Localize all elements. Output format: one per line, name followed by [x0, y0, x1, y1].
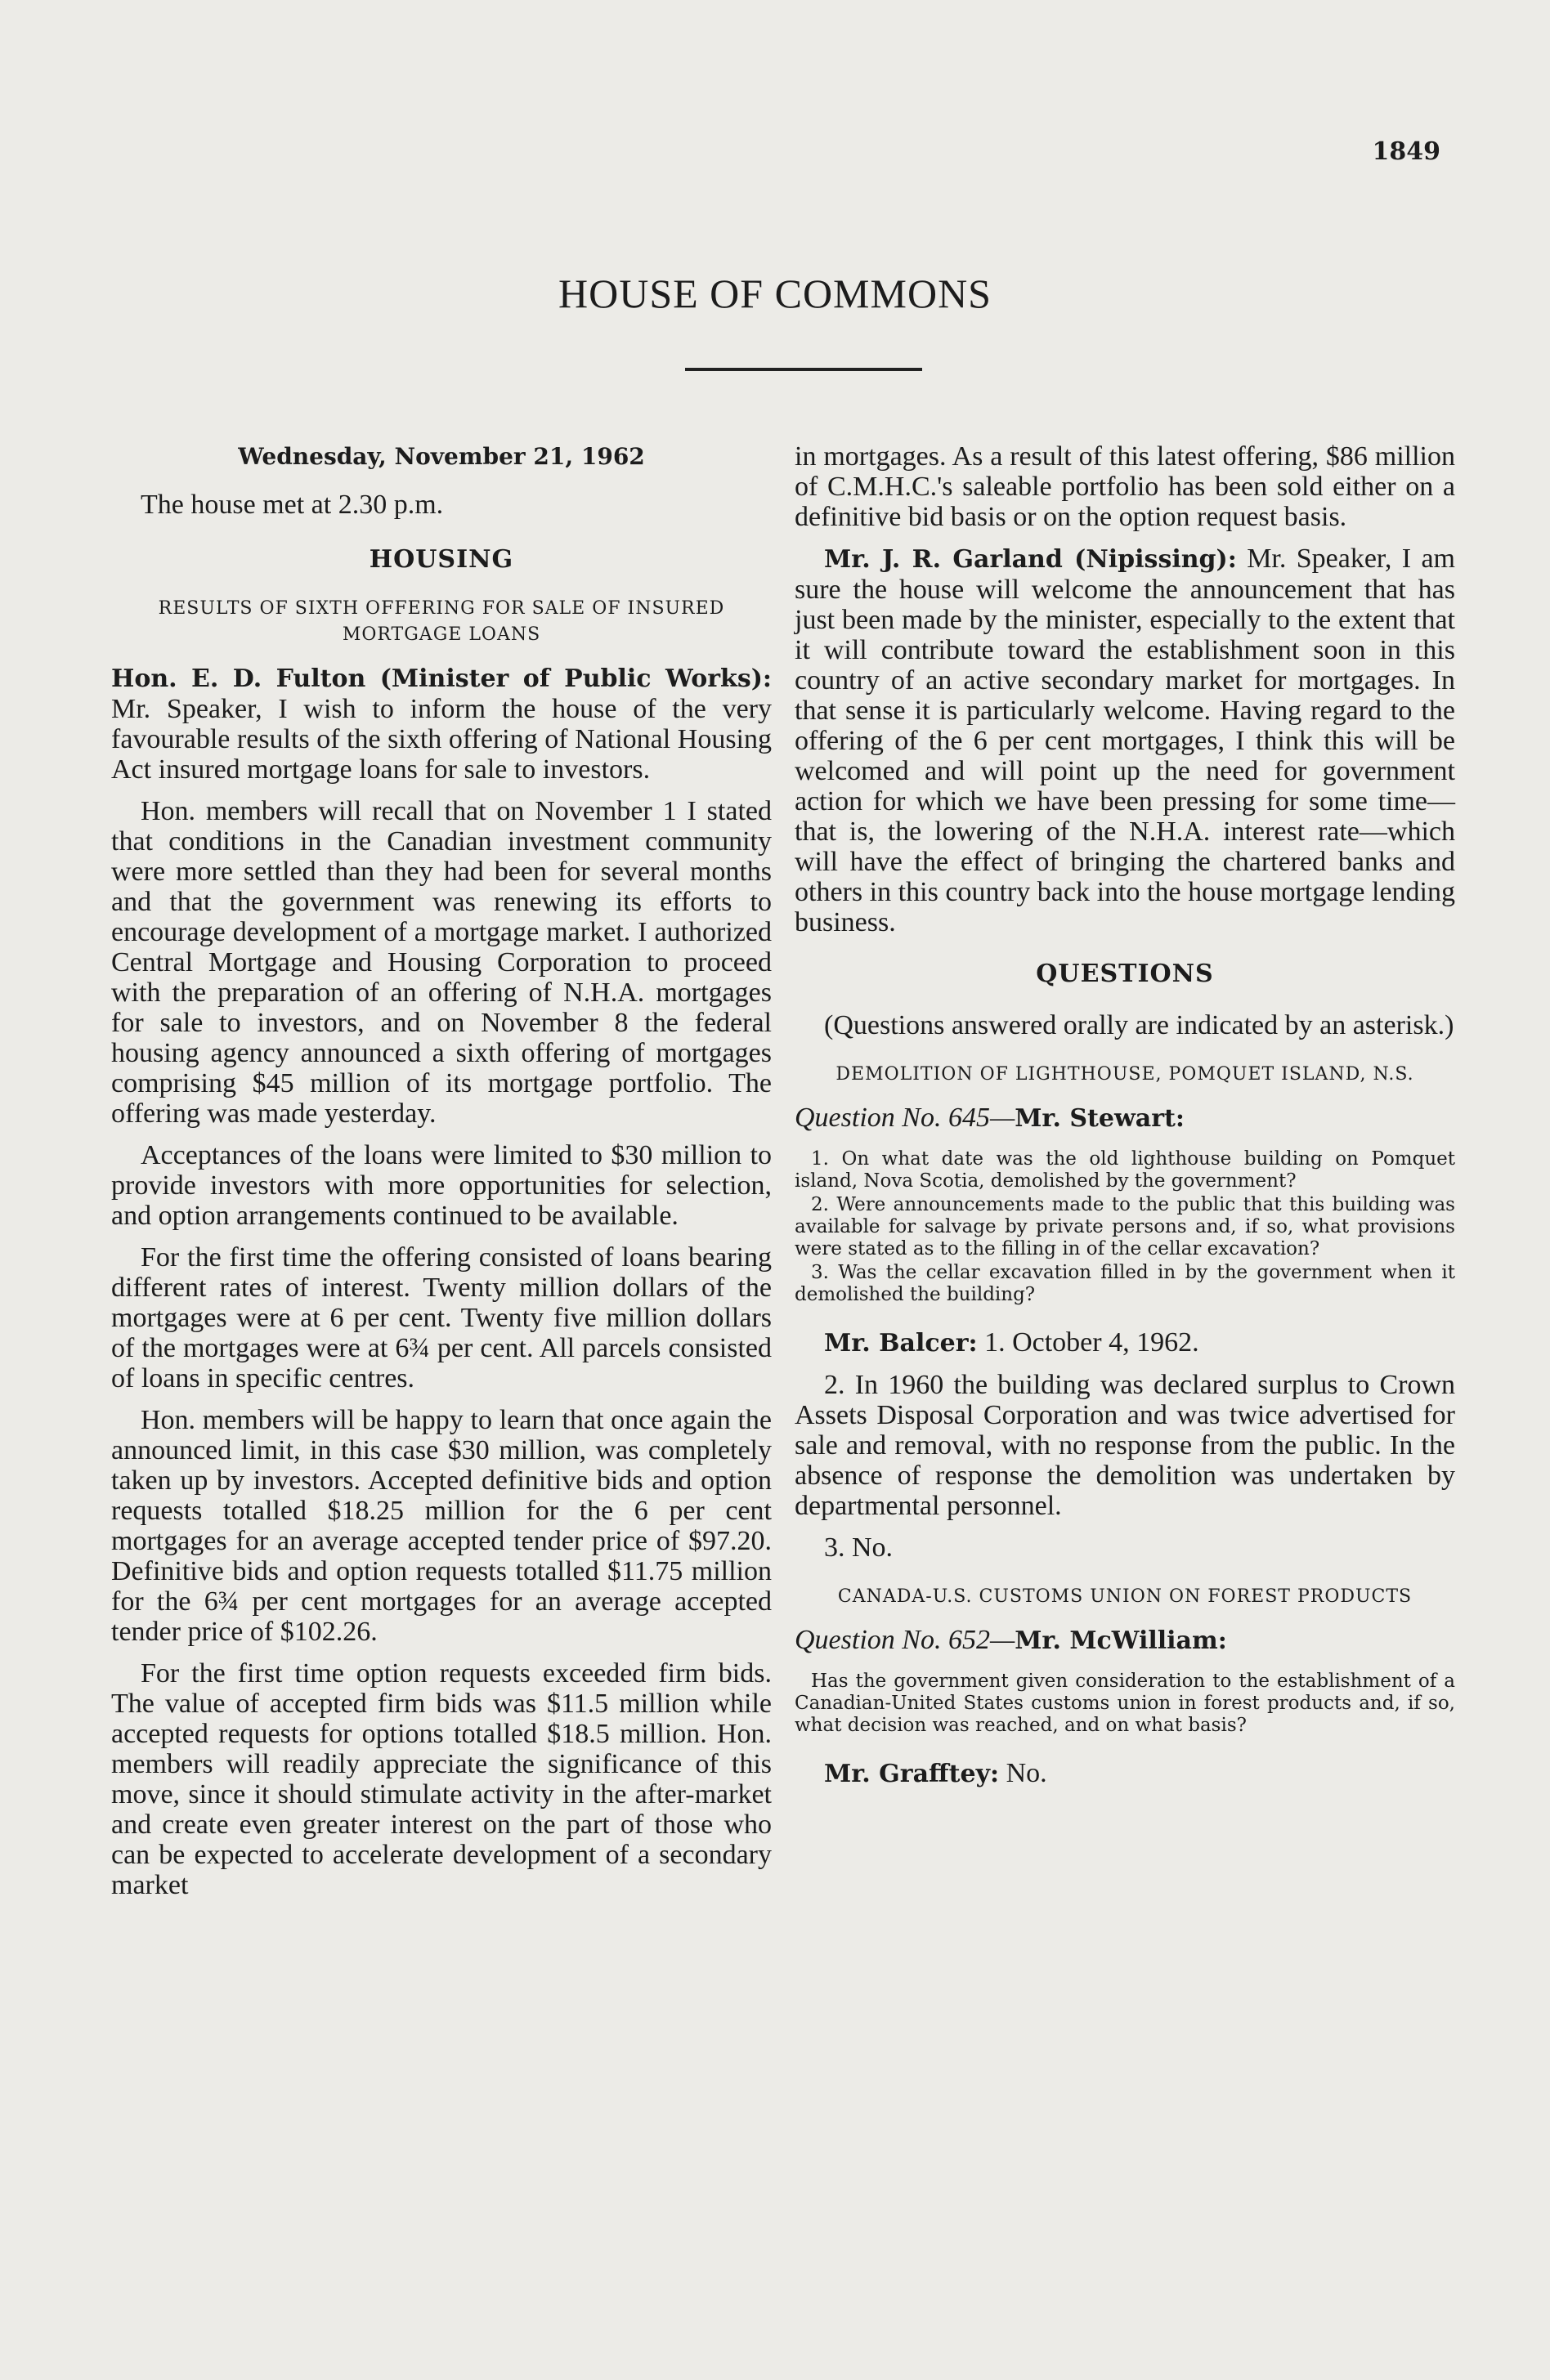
speaker-fulton: Hon. E. D. Fulton (Minister of Public Works): — [111, 664, 772, 693]
questions-note: (Questions answered orally are indicated by an asterisk.) — [824, 1010, 1454, 1040]
fulton-p2: Hon. members will recall that on November 1 I stated that conditions in the Canadian investment community were more settled than they had been for several months and that the government was renewing its efforts to encourage development of a mortgage market. I authorized Central Mortgage and Housing Corporation to proceed with the preparation of an offering of N.H.A. mortgages for sale to investors, and on November 8 the federal housing agency announced a sixth offering of mortgages comprising $45 million of its mortgage portfolio. The offering was made yesterday. — [111, 796, 772, 1129]
a2-text: No. — [1006, 1758, 1047, 1788]
a1-first — [795, 1327, 1455, 1358]
house-met: The house met at 2.30 p.m. — [141, 490, 444, 520]
q2-text: Has the government given consideration to the establishment of a Canadian-United States customs union in forest products and, if so, what decision was reached, and on what basis? — [795, 1671, 1455, 1736]
q2-heading: CANADA-U.S. CUSTOMS UNION ON FOREST PRODUCTS — [837, 1586, 1413, 1607]
left-column — [111, 441, 772, 1912]
fulton-p1: Mr. Speaker, I wish to inform the house of the very favourable results of the sixth offering of National Housing Act insured mortgage loans for sale to investors. — [111, 694, 772, 785]
fulton-p6: For the first time option requests exceeded firm bids. The value of accepted firm bids was $11.5 million while accepted requests for options totalled $18.5 million. Hon. members will readily appreciate the significance of this move, since it should stimulate activity in the after-market and create even greater interest on the part of those who can be expected to accelerate development of a secondary market — [111, 1658, 772, 1900]
q1-heading: DEMOLITION OF LIGHTHOUSE, POMQUET ISLAND, N.S. — [835, 1064, 1414, 1085]
q1-item: 3. Was the cellar excavation filled in by the government when it demolished the building? — [795, 1262, 1455, 1305]
fulton-statement — [111, 663, 772, 785]
section-title-questions: QUESTIONS — [1036, 960, 1214, 988]
speaker-balcer: Mr. Balcer: — [824, 1329, 978, 1358]
fulton-p4: For the first time the offering consisted of loans bearing different rates of interest. Twenty million dollars of the mortgages were at 6 per cent. Twenty five million dollars of the mortgages were at 6¾ per cent. All parcels consisted of loans in specific centres. — [111, 1242, 772, 1394]
fulton-continuation: in mortgages. As a result of this latest offering, $86 million of C.M.H.C.'s saleable portfolio has been sold either on a definitive bid basis or on the option request basis. — [795, 441, 1455, 532]
sitting-date: Wednesday, November 21, 1962 — [238, 443, 645, 470]
q2-label-line — [795, 1625, 1455, 1656]
masthead-rule — [685, 368, 922, 371]
speaker-garland: Mr. J. R. Garland (Nipissing): — [824, 545, 1237, 574]
fulton-p5: Hon. members will be happy to learn that once again the announced limit, in this case $30 million, was completely taken up by investors. Accepted definitive bids and option requests totalled $18.25 million for the 6 per cent mortgages for an average accepted tender price of $97.20. Definitive bids and option requests totalled $11.75 million for the 6¾ per cent mortgages for an average accepted tender price of $102.26. — [111, 1405, 772, 1647]
q2-label: Question No. 652— — [795, 1625, 1015, 1655]
q1-item: 1. On what date was the old lighthouse building on Pomquet island, Nova Scotia, demolished by the government? — [795, 1148, 1455, 1192]
speaker-grafftey: Mr. Grafftey: — [824, 1760, 1000, 1788]
a2 — [795, 1758, 1455, 1789]
section-title-housing: HOUSING — [369, 545, 514, 574]
garland-statement — [795, 544, 1455, 937]
a1-third: 3. No. — [824, 1532, 894, 1563]
fulton-p3: Acceptances of the loans were limited to $30 million to provide investors with more opportunities for selection, and option arrangements continued to be available. — [111, 1140, 772, 1231]
a1-second: 2. In 1960 the building was declared surplus to Crown Assets Disposal Corporation and was twice advertised for sale and removal, with no response from the public. In the absence of response the demolition was undertaken by departmental personnel. — [795, 1370, 1455, 1521]
q1-label-line — [795, 1103, 1455, 1134]
right-column — [795, 441, 1455, 1801]
q2-asker: Mr. McWilliam: — [1015, 1626, 1227, 1655]
q1-label: Question No. 645— — [795, 1103, 1015, 1133]
garland-text: Mr. Speaker, I am sure the house will welcome the announcement that has just been made by the minister, especially to the extent that it will contribute toward the establishment soon in this country of an active secondary market for mortgages. In that sense it is particularly welcome. Having regard to the offering of the 6 per cent mortgages, I think this will be welcomed and will point up the need for government action for which we have been pressing for some time—that is, the lowering of the N.H.A. interest rate—which will have the effect of bringing the chartered banks and others in this country back into the house mortgage lending business. — [795, 544, 1456, 937]
a1-first-text: 1. October 4, 1962. — [984, 1327, 1199, 1358]
page-number: 1849 — [1372, 137, 1440, 166]
masthead: HOUSE OF COMMONS — [558, 271, 992, 316]
housing-subheading: RESULTS OF SIXTH OFFERING FOR SALE OF INSURED MORTGAGE LOANS — [158, 598, 725, 645]
q1-asker: Mr. Stewart: — [1015, 1104, 1185, 1133]
q1-item: 2. Were announcements made to the public that this building was available for salvage by private persons and, if so, what provisions were stated as to the filling in of the cellar excavation? — [795, 1194, 1455, 1259]
